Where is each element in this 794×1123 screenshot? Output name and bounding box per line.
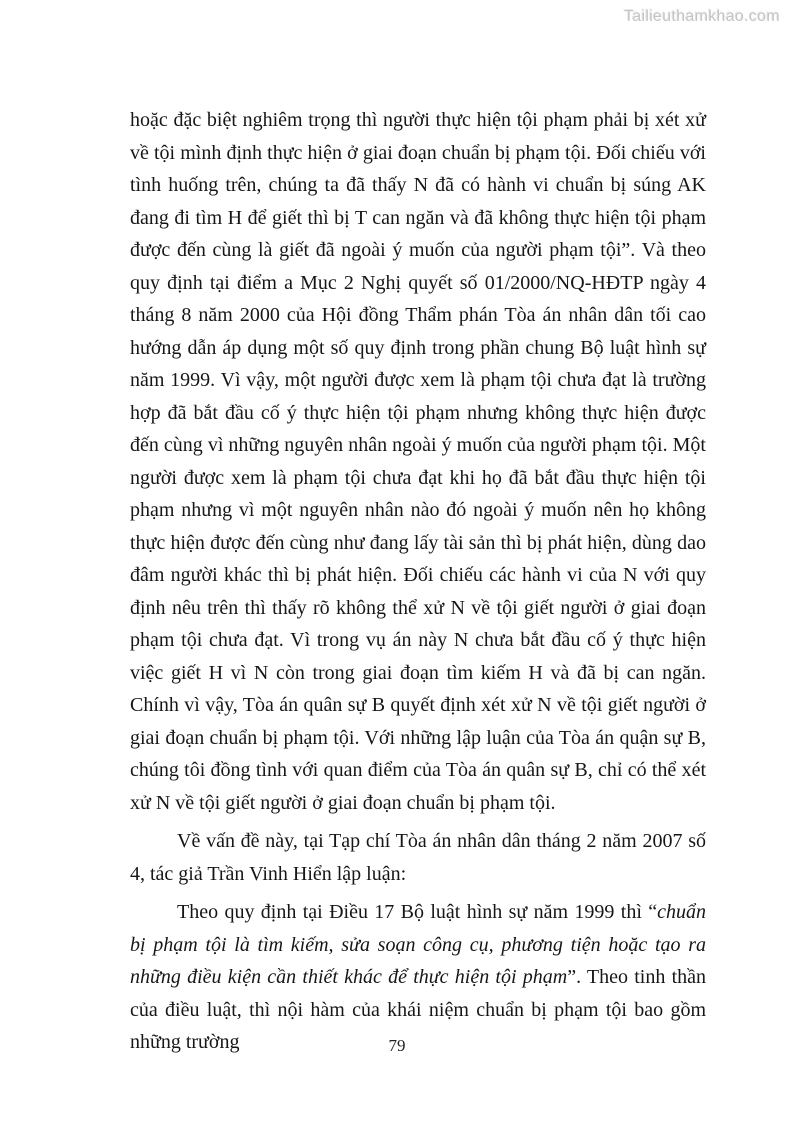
paragraph-law-quote xyxy=(130,896,706,1059)
paragraph-continuation: hoặc đặc biệt nghiêm trọng thì người thực hiện tội phạm phải bị xét xử về tội mình định thực hiện ở giai đoạn chuẩn bị phạm tội. Đối chiếu với tình huống trên, chúng ta đã thấy N đã có hành vi chuẩn bị súng AK đang đi tìm H để giết thì bị T can ngăn và đã không thực hiện tội phạm được đến cùng là giết đã ngoài ý muốn của người phạm tội”. Và theo quy định tại điểm a Mục 2 Nghị quyết số 01/2000/NQ-HĐTP ngày 4 tháng 8 năm 2000 của Hội đồng Thẩm phán Tòa án nhân dân tối cao hướng dẫn áp dụng một số quy định trong phần chung Bộ luật hình sự năm 1999. Vì vậy, một người được xem là phạm tội chưa đạt là trường hợp đã bắt đầu cố ý thực hiện tội phạm nhưng không thực hiện được đến cùng vì những nguyên nhân ngoài ý muốn của người phạm tội. Một người được xem là phạm tội chưa đạt khi họ đã bắt đầu thực hiện tội phạm nhưng vì một nguyên nhân nào đó ngoài ý muốn nên họ không thực hiện được đến cùng như đang lấy tài sản thì bị phát hiện, dùng dao đâm người khác thì bị phát hiện. Đối chiếu các hành vi của N với quy định nêu trên thì thấy rõ không thể xử N về tội giết người ở giai đoạn phạm tội chưa đạt. Vì trong vụ án này N chưa bắt đầu cố ý thực hiện việc giết H vì N còn trong giai đoạn tìm kiếm H và đã bị can ngăn. Chính vì vậy, Tòa án quân sự B quyết định xét xử N về tội giết người ở giai đoạn chuẩn bị phạm tội. Với những lập luận của Tòa án quận sự B, chúng tôi đồng tình với quan điểm của Tòa án quân sự B, chỉ có thể xét xử N về tội giết người ở giai đoạn chuẩn bị phạm tội. xyxy=(130,109,706,814)
quote-tail-text: ”. Theo tinh thần của điều luật, thì nội hàm của khái niệm chuẩn bị phạm tội bao gồm những trường xyxy=(130,966,707,1053)
page-number: 79 xyxy=(388,1036,406,1055)
statute-quotation: chuẩn bị phạm tội là tìm kiếm, sửa soạn công cụ, phương tiện hoặc tạo ra những điều kiện cần thiết khác để thực hiện tội phạm xyxy=(130,901,706,988)
page-body-text xyxy=(130,104,706,1065)
site-watermark: Tailieuthamkhao.com xyxy=(624,8,780,25)
paragraph-reference-intro: Về vấn đề này, tại Tạp chí Tòa án nhân dân tháng 2 năm 2007 số 4, tác giả Trần Vinh Hiển lập luận: xyxy=(130,830,706,885)
quote-lead-text: Theo quy định tại Điều 17 Bộ luật hình sự năm 1999 thì “ xyxy=(177,901,658,923)
